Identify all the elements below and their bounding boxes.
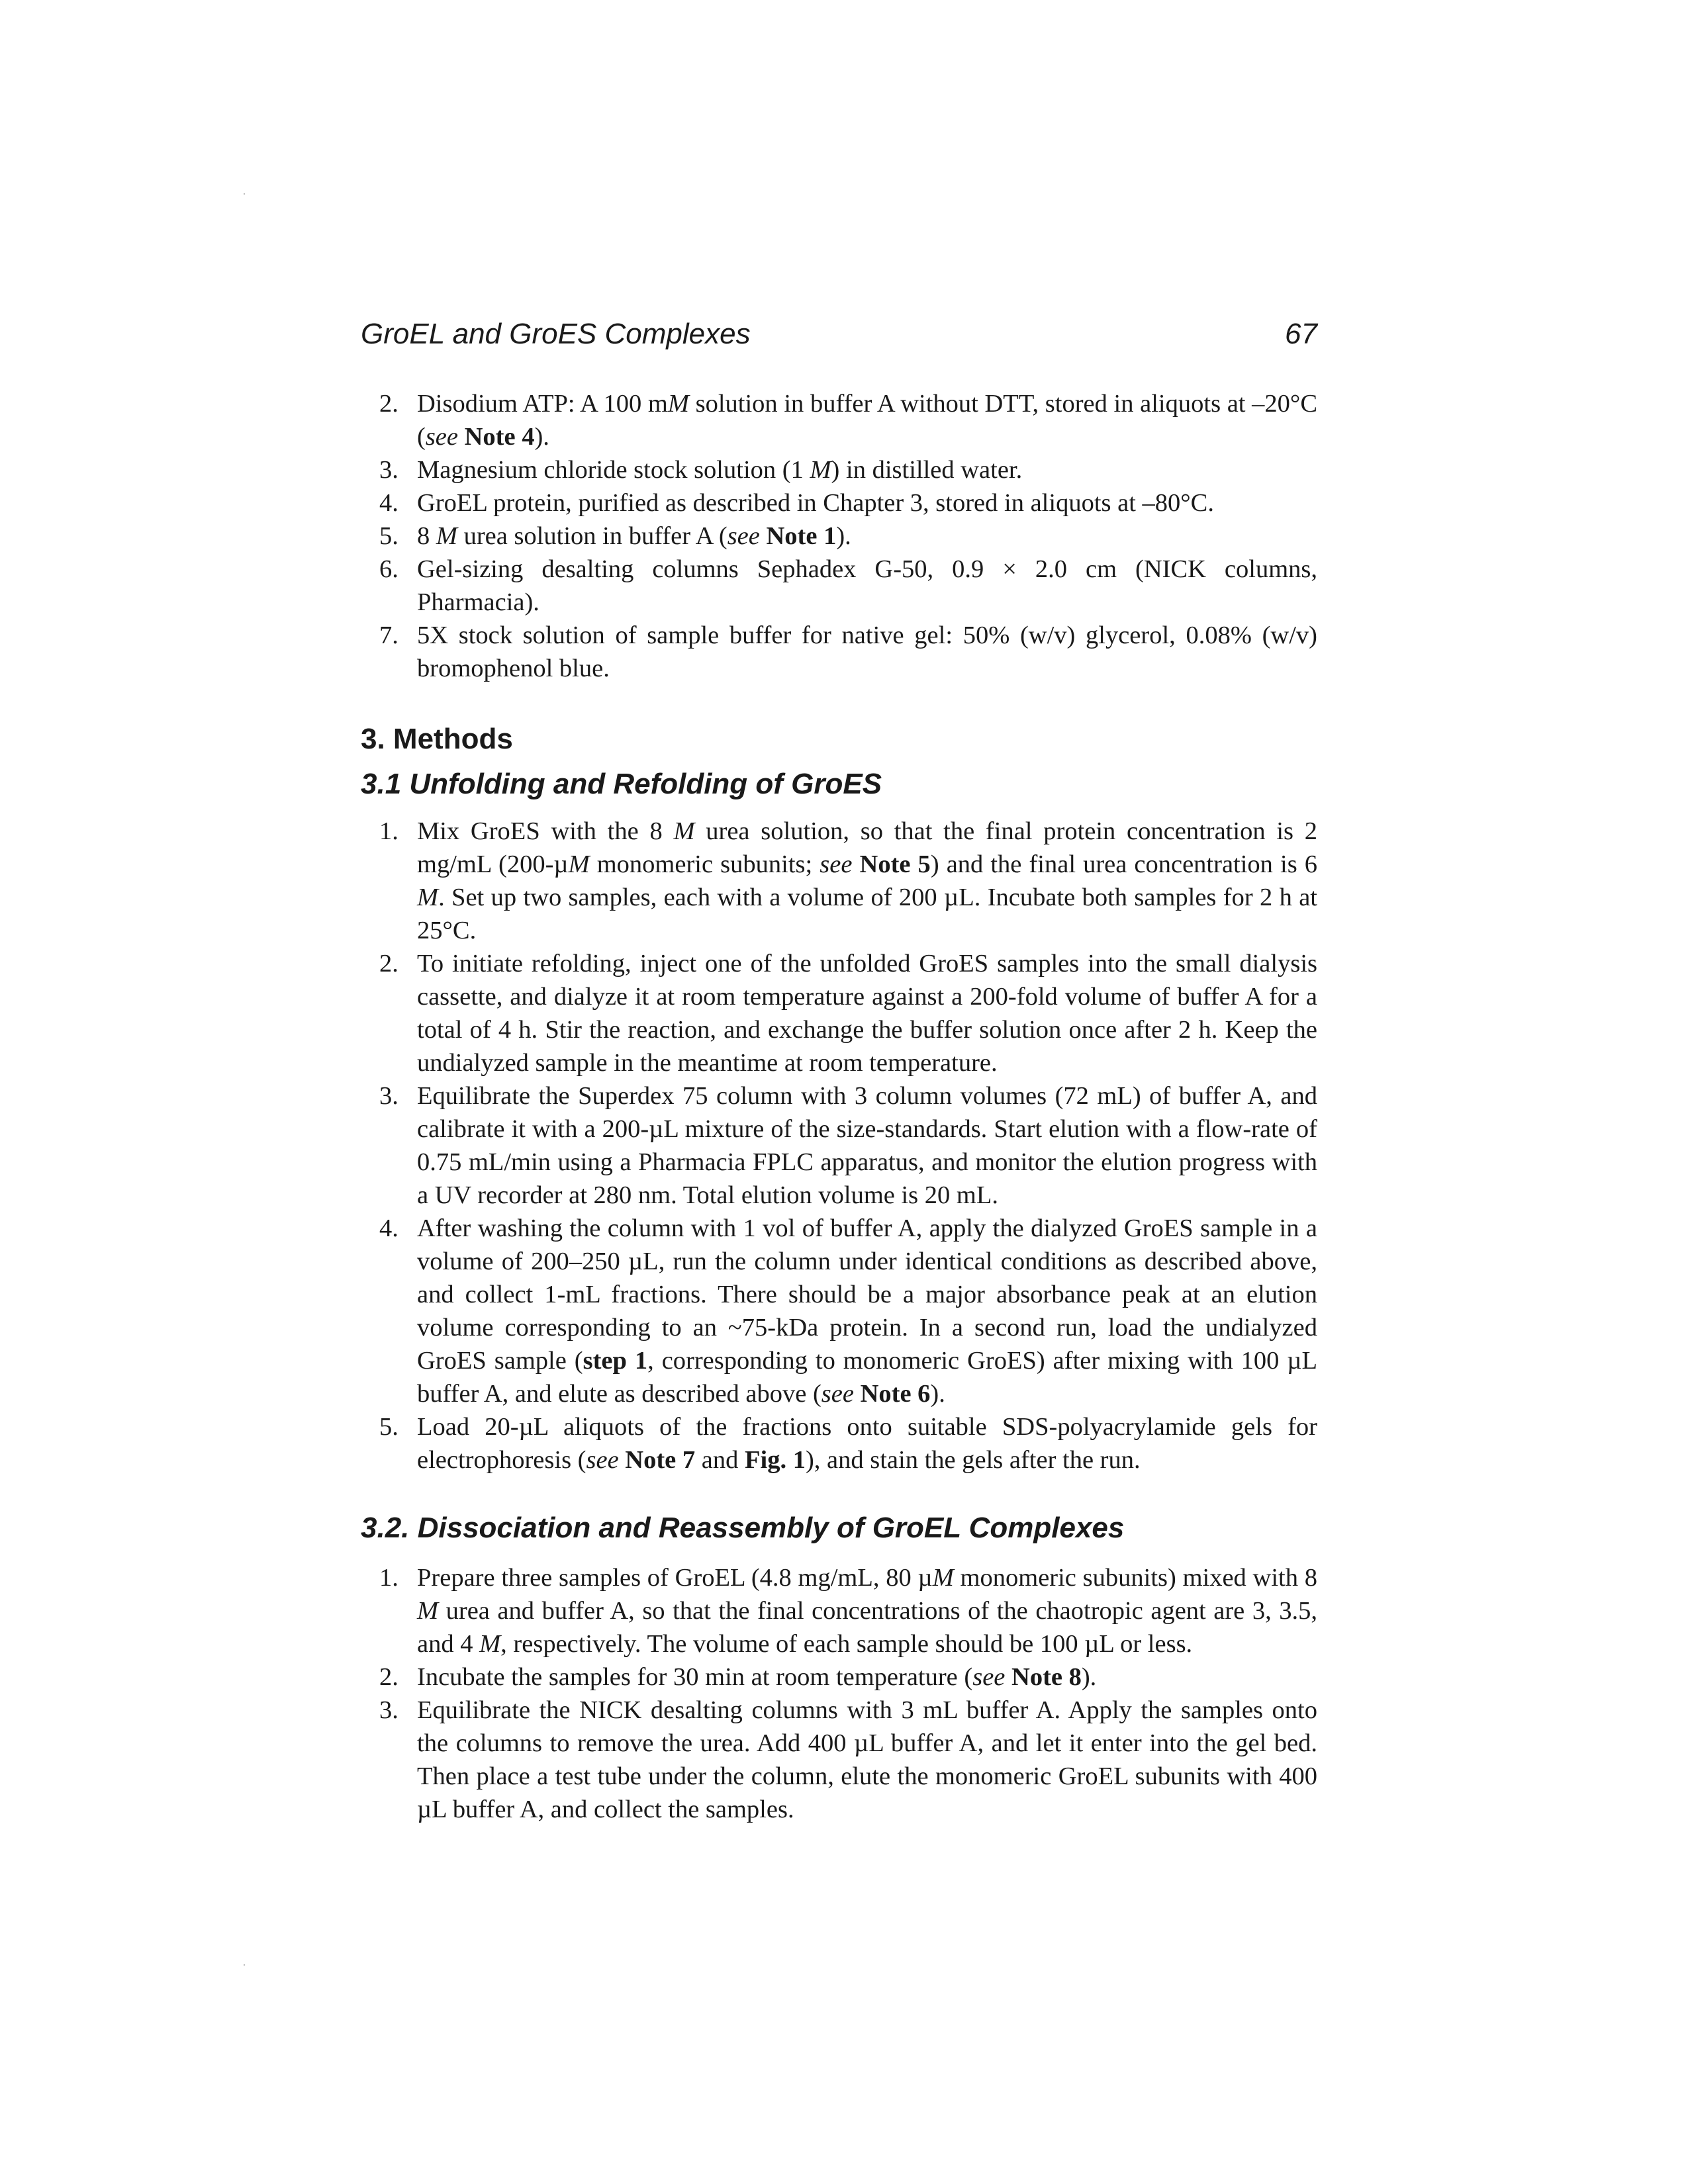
list-item: 3. Equilibrate the Superdex 75 column with 3 column volumes (72 mL) of buffer A, and calibrate it with a 200-µL mixture of the size-standards. Start elution with a flow-rate of 0.75 mL/min using a Pharmacia FPLC apparatus, and monitor the elution progress with a UV recorder at 280 nm. Total elution volume is 20 mL. xyxy=(361,1079,1317,1212)
item-number: 2. xyxy=(379,1663,399,1691)
item-number: 1. xyxy=(379,1564,399,1592)
subsection-heading-3-1: 3.1 Unfolding and Refolding of GroES xyxy=(361,768,882,800)
list-item: 3. Magnesium chloride stock solution (1 M) in distilled water. xyxy=(361,453,1317,486)
scan-mark-top xyxy=(244,193,245,195)
page-body xyxy=(361,387,1317,1826)
list-item: 3. Equilibrate the NICK desalting columns with 3 mL buffer A. Apply the samples onto the columns to remove the urea. Add 400 µL buffer A, and let it enter into the gel bed. Then place a test tube under the column, elute the monomeric GroEL subunits with 400 µL buffer A, and collect the samples. xyxy=(361,1694,1317,1826)
list-item: 5. Load 20-µL aliquots of the fractions onto suitable SDS-polyacrylamide gels for electrophoresis (see Note 7 and Fig. 1), and stain the gels after the run. xyxy=(361,1410,1317,1477)
item-number: 4. xyxy=(379,489,399,517)
item-number: 2. xyxy=(379,390,399,418)
list-item: 1. Mix GroES with the 8 M urea solution, so that the final protein concentration is 2 mg/mL (200-µM monomeric subunits; see Note 5) and the final urea concentration is 6 M. Set up two samples, each with a volume of 200 µL. Incubate both samples for 2 h at 25°C. xyxy=(361,815,1317,947)
list-item: 6. Gel-sizing desalting columns Sephadex G-50, 0.9 × 2.0 cm (NICK columns, Pharmacia). xyxy=(361,553,1317,619)
item-number: 1. xyxy=(379,817,399,845)
steps-3-1-list xyxy=(361,815,1317,1477)
list-item: 4. GroEL protein, purified as described in Chapter 3, stored in aliquots at –80°C. xyxy=(361,486,1317,520)
scan-mark-bottom xyxy=(244,1964,245,1966)
section-heading-methods: 3. Methods xyxy=(361,723,513,755)
item-number: 3. xyxy=(379,1082,399,1110)
list-item: 7. 5X stock solution of sample buffer for native gel: 50% (w/v) glycerol, 0.08% (w/v) bromophenol blue. xyxy=(361,619,1317,685)
running-header xyxy=(361,318,1317,351)
list-item: 5. 8 M urea solution in buffer A (see Note 1). xyxy=(361,520,1317,553)
item-number: 3. xyxy=(379,1696,399,1724)
steps-3-2-list xyxy=(361,1561,1317,1826)
list-item: 2. To initiate refolding, inject one of the unfolded GroES samples into the small dialysis cassette, and dialyze it at room temperature against a 200-fold volume of buffer A for a total of 4 h. Stir the reaction, and exchange the buffer solution once after 2 h. Keep the undialyzed sample in the meantime at room temperature. xyxy=(361,947,1317,1079)
subsection-heading-3-2: 3.2. Dissociation and Reassembly of GroEL Complexes xyxy=(361,1512,1125,1544)
list-item: 2. Incubate the samples for 30 min at room temperature (see Note 8). xyxy=(361,1661,1317,1694)
running-title: GroEL and GroES Complexes xyxy=(361,318,751,350)
item-number: 2. xyxy=(379,950,399,978)
item-number: 5. xyxy=(379,1413,399,1441)
item-number: 7. xyxy=(379,621,399,649)
materials-list xyxy=(361,387,1317,685)
item-number: 6. xyxy=(379,555,399,583)
item-number: 5. xyxy=(379,522,399,550)
list-item: 1. Prepare three samples of GroEL (4.8 mg/mL, 80 µM monomeric subunits) mixed with 8 M urea and buffer A, so that the final concentrations of the chaotropic agent are 3, 3.5, and 4 M, respectively. The volume of each sample should be 100 µL or less. xyxy=(361,1561,1317,1661)
item-number: 3. xyxy=(379,456,399,484)
page-number: 67 xyxy=(1285,318,1317,350)
list-item: 4. After washing the column with 1 vol of buffer A, apply the dialyzed GroES sample in a volume of 200–250 µL, run the column under identical conditions as described above, and collect 1-mL fractions. There should be a major absorbance peak at an elution volume corresponding to an ~75-kDa protein. In a second run, load the undialyzed GroES sample (step 1, corresponding to monomeric GroES) after mixing with 100 µL buffer A, and elute as described above (see Note 6). xyxy=(361,1212,1317,1410)
list-item: 2. Disodium ATP: A 100 mM solution in buffer A without DTT, stored in aliquots at –20°C (see Note 4). xyxy=(361,387,1317,453)
item-number: 4. xyxy=(379,1214,399,1242)
